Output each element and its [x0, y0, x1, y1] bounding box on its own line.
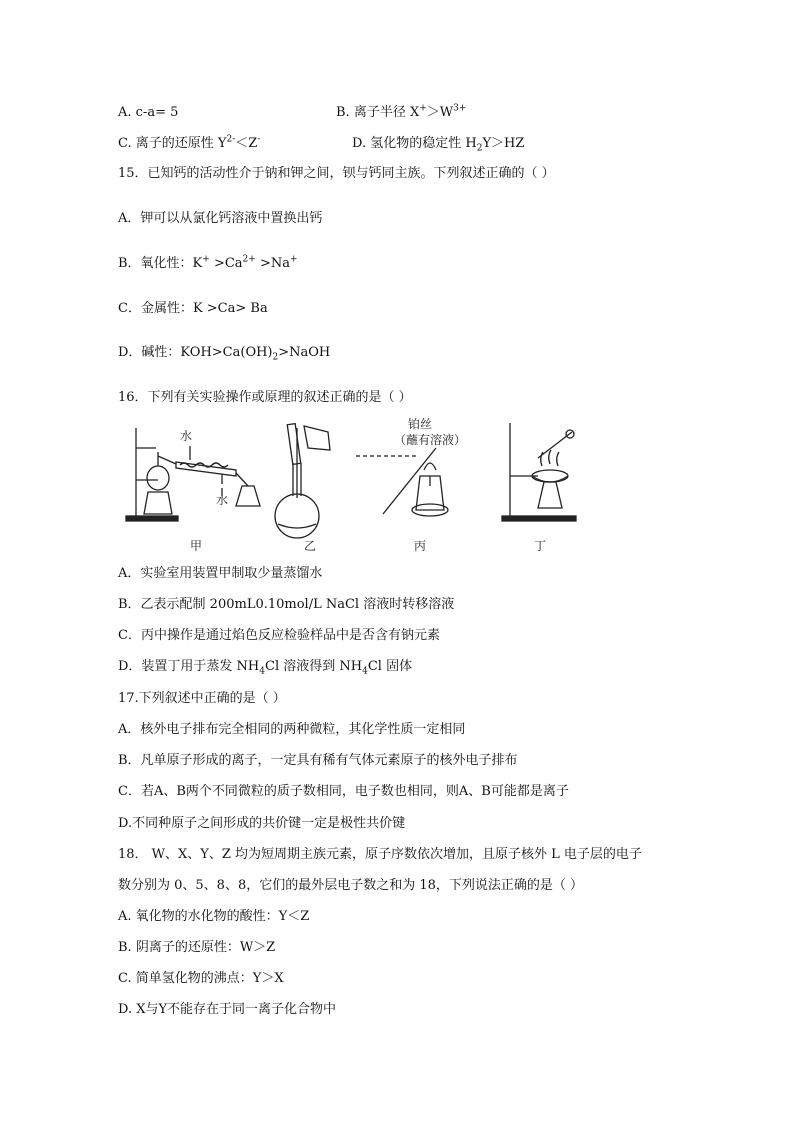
q18-stem-line2: 数分别为 0、5、8、8，它们的最外层电子数之和为 18，下列说法正确的是（ ） [118, 878, 584, 893]
q16-option-a: A．实验室用装置甲制取少量蒸馏水 [118, 566, 323, 581]
caption-jia: 甲 [190, 539, 203, 553]
apparatus-ding [502, 423, 576, 521]
q17-option-c: C．若A、B两个不同微粒的质子数相同，电子数也相同，则A、B可能都是离子 [118, 784, 569, 799]
q16-apparatus-figure [118, 418, 588, 558]
q18-stem-line1: 18． W、X、Y、Z 均为短周期主族元素，原子序数依次增加，且原子核外 L 电子层的电子 [118, 847, 642, 862]
q17-option-a: A．核外电子排布完全相同的两种微粒，其化学性质一定相同 [118, 722, 466, 737]
q17-stem: 17.下列叙述中正确的是（ ） [118, 691, 286, 706]
q18-option-a: A. 氧化物的水化物的酸性：Y＜Z [118, 909, 310, 924]
q14-option-c: C. 离子的还原性 $Y^{2-}<Z^-$ [118, 134, 261, 151]
q14-option-d: D. 氢化物的稳定性 $H_2Y>HZ$ [352, 136, 525, 154]
q16-stem: 16．下列有关实验操作或原理的叙述正确的是（ ） [118, 390, 412, 405]
label-pt-wire: 铂丝 [408, 418, 433, 431]
caption-bing: 丙 [414, 539, 427, 553]
q17-option-d: D.不同种原子之间形成的共价键一定是极性共价键 [118, 816, 406, 831]
q16-option-b: B．乙表示配制 200mL0.10mol/L NaCl 溶液时转移溶液 [118, 597, 455, 612]
q14-option-b: B. 离子半径 $X^+>W^{3+}$ [336, 103, 467, 120]
label-solution: （蘸有溶液） [394, 433, 467, 447]
q16-option-c: C．丙中操作是通过焰色反应检验样品中是否含有钠元素 [118, 628, 440, 643]
q15-option-a: A．钾可以从氯化钙溶液中置换出钙 [118, 211, 323, 226]
caption-yi: 乙 [304, 539, 317, 553]
q15-stem: 15．已知钙的活动性介于钠和钾之间，钡与钙同主族。下列叙述正确的（ ） [118, 166, 555, 181]
label-water-out: 水 [216, 493, 229, 507]
caption-ding: 丁 [534, 539, 547, 553]
q17-option-b: B．凡单原子形成的离子，一定具有稀有气体元素原子的核外电子排布 [118, 753, 518, 768]
q18-option-d: D. X与Y不能存在于同一离子化合物中 [118, 1002, 337, 1017]
apparatus-bing [356, 448, 448, 516]
q15-option-b: B．氧化性：$K^+ >Ca^{2+} >Na^+$ [118, 254, 298, 271]
q16-option-d: D．装置丁用于蒸发 $NH_4Cl$ 溶液得到 $NH_4Cl$ 固体 [118, 659, 413, 677]
q15-option-d: D．碱性：$KOH>Ca(OH)_2>NaOH$ [118, 345, 331, 363]
label-water-in: 水 [180, 429, 193, 443]
apparatus-jia [126, 428, 260, 521]
q18-option-b: B. 阴离子的还原性：W＞Z [118, 940, 276, 955]
q14-option-a: A. c-a= 5 [118, 105, 179, 120]
q15-option-c: C．金属性：K >Ca> Ba [118, 301, 268, 316]
apparatus-yi [275, 424, 330, 538]
q18-option-c: C. 简单氢化物的沸点：Y＞X [118, 971, 284, 986]
